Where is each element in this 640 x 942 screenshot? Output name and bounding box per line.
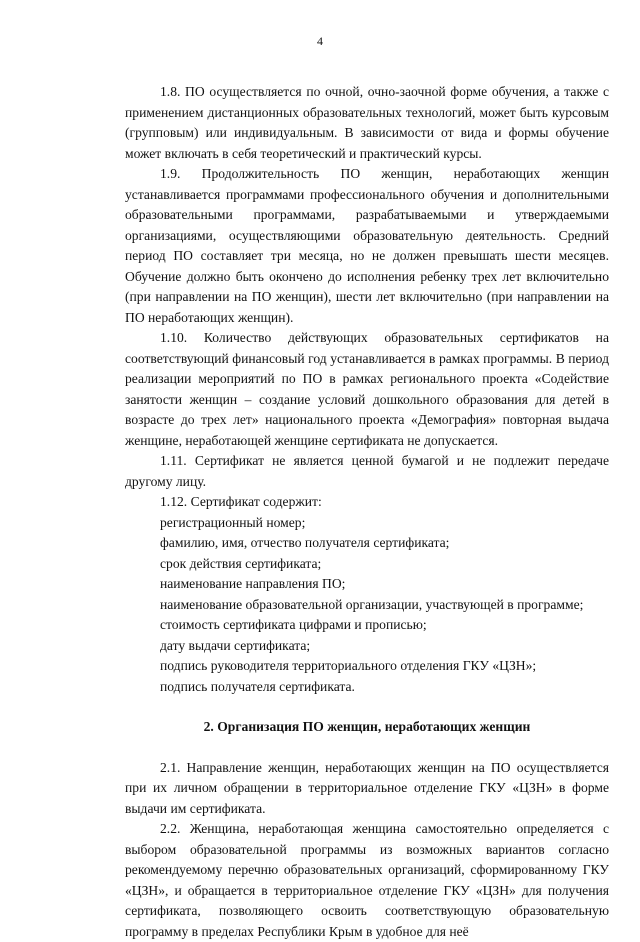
document-body	[125, 82, 609, 942]
paragraph-1-11: 1.11. Сертификат не является ценной бумагой и не подлежит передаче другому лицу.	[125, 453, 609, 489]
section-heading: 2. Организация ПО женщин, неработающих женщин	[203, 719, 531, 734]
certificate-item: стоимость сертификата цифрами и прописью;	[160, 617, 427, 632]
page-number: 4	[317, 34, 323, 48]
paragraph-2-2: 2.2. Женщина, неработающая женщина самостоятельно определяется с выбором образовательной программы из возможных вариантов согласно рекомендуемому перечню образовательных организаций, сформированному ГКУ «ЦЗН», и обращается в территориальное отделение ГКУ «ЦЗН» для получения сертификата, позволяющего освоить соответствующую образовательную программу в пределах Республики Крым в удобное для неё	[125, 821, 609, 939]
paragraph-1-8: 1.8. ПО осуществляется по очной, очно-заочной форме обучения, а также с применением дистанционных образовательных технологий, может быть курсовым (групповым) или индивидуальным. В зависимости от вида и формы обучение может включать в себя теоретический и практический курсы.	[125, 84, 609, 161]
certificate-item: фамилию, имя, отчество получателя сертификата;	[160, 535, 450, 550]
paragraph-1-10: 1.10. Количество действующих образовательных сертификатов на соответствующий финансовый год устанавливается в рамках программы. В период реализации мероприятий по ПО в рамках регионального проекта «Содействие занятости женщин – создание условий дошкольного образования для детей в возрасте до трех лет» национального проекта «Демография» повторная выдача женщине, неработающей женщине сертификата не допускается.	[125, 330, 609, 448]
certificate-item: подпись получателя сертификата.	[160, 678, 355, 694]
certificate-item: дату выдачи сертификата;	[160, 637, 311, 653]
paragraph-1-9: 1.9. Продолжительность ПО женщин, неработающих женщин устанавливается программами профессионального обучения и дополнительными образовательными программами, разрабатываемыми и утверждаемыми организациями, осуществляющими образовательную деятельность. Средний период ПО составляет три месяца, но не должен превышать шести месяцев. Обучение должно быть окончено до исполнения ребенку трех лет включительно (при направлении на ПО женщин), шести лет включительно (при направлении на ПО неработающих женщин).	[125, 166, 609, 325]
certificate-item: срок действия сертификата;	[160, 555, 322, 571]
certificate-item: регистрационный номер;	[160, 514, 306, 530]
certificate-item: наименование образовательной организации, участвующей в программе;	[160, 596, 584, 612]
certificate-item: наименование направления ПО;	[160, 576, 346, 591]
paragraph-2-1: 2.1. Направление женщин, неработающих женщин на ПО осуществляется при их личном обращении в территориальное отделение ГКУ «ЦЗН» в форме выдачи им сертификата.	[125, 759, 609, 816]
paragraph-1-12: 1.12. Сертификат содержит:	[160, 494, 322, 509]
certificate-item: подпись руководителя территориального отделения ГКУ «ЦЗН»;	[160, 658, 537, 673]
